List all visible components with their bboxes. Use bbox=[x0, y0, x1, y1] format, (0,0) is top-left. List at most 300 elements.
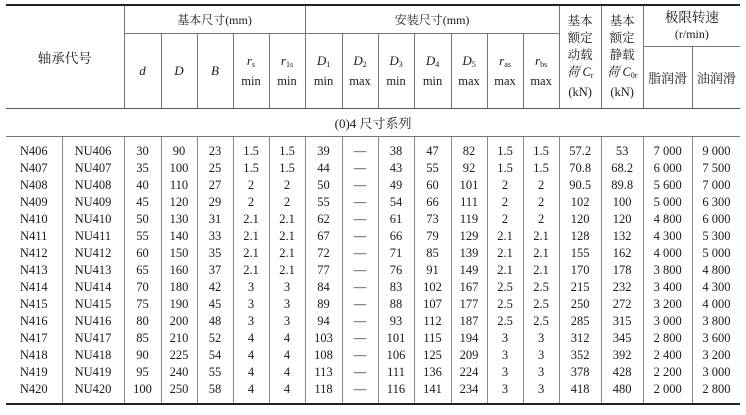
table-cell: — bbox=[342, 228, 378, 245]
table-cell: 116 bbox=[378, 381, 414, 404]
table-cell: N410 bbox=[6, 211, 62, 228]
table-cell: 250 bbox=[161, 381, 197, 404]
table-cell: — bbox=[342, 245, 378, 262]
table-cell: 76 bbox=[378, 262, 414, 279]
table-cell: 4 bbox=[269, 381, 305, 404]
dynamic-load-header bbox=[559, 5, 601, 109]
table-cell: 4 bbox=[233, 330, 269, 347]
table-cell: 80 bbox=[124, 313, 161, 330]
table-cell: NU414 bbox=[62, 279, 124, 296]
table-cell: 50 bbox=[305, 177, 342, 194]
table-cell: 44 bbox=[305, 160, 342, 177]
table-cell: 125 bbox=[414, 347, 451, 364]
table-cell: 120 bbox=[161, 194, 197, 211]
col-lim: max bbox=[530, 74, 552, 88]
table-cell: N412 bbox=[6, 245, 62, 262]
table-cell: 3 bbox=[487, 347, 523, 364]
table-cell: 2 bbox=[233, 194, 269, 211]
table-cell: 71 bbox=[378, 245, 414, 262]
table-cell: 90 bbox=[161, 137, 197, 161]
table-cell: 3 400 bbox=[643, 279, 692, 296]
table-cell: 70 bbox=[124, 279, 161, 296]
table-cell: 2 bbox=[523, 194, 559, 211]
oil-label: 油润滑 bbox=[696, 71, 736, 86]
col-sym: D bbox=[425, 53, 436, 68]
table-cell: 225 bbox=[161, 347, 197, 364]
table-cell: 100 bbox=[161, 160, 197, 177]
table-cell: 345 bbox=[601, 330, 643, 347]
table-cell: 2.1 bbox=[487, 245, 523, 262]
table-row bbox=[6, 364, 740, 381]
table-cell: 47 bbox=[414, 137, 451, 161]
table-cell: 2.1 bbox=[233, 228, 269, 245]
col-header-D1 bbox=[305, 34, 342, 109]
table-cell: 3 bbox=[523, 364, 559, 381]
col-header-D3 bbox=[378, 34, 414, 109]
table-cell: 190 bbox=[161, 296, 197, 313]
col-sub: as bbox=[504, 60, 511, 69]
table-cell: 2.1 bbox=[523, 228, 559, 245]
table-cell: 1.5 bbox=[523, 160, 559, 177]
dyn-line-5: (kN) bbox=[568, 85, 592, 99]
table-header bbox=[6, 5, 740, 109]
table-cell: 7 000 bbox=[692, 177, 740, 194]
table-cell: 65 bbox=[124, 262, 161, 279]
table-cell: 60 bbox=[124, 245, 161, 262]
col-sym: D bbox=[174, 63, 184, 78]
table-cell: 55 bbox=[305, 194, 342, 211]
table-cell: 25 bbox=[197, 160, 233, 177]
table-cell: 170 bbox=[559, 262, 601, 279]
stat-sub: 0r bbox=[630, 71, 638, 80]
table-row bbox=[6, 262, 740, 279]
table-cell: 100 bbox=[601, 194, 643, 211]
table-cell: 31 bbox=[197, 211, 233, 228]
table-cell: 3 bbox=[269, 313, 305, 330]
col-header-rs bbox=[233, 34, 269, 109]
table-cell: 72 bbox=[305, 245, 342, 262]
table-cell: N413 bbox=[6, 262, 62, 279]
table-cell: 234 bbox=[451, 381, 487, 404]
table-cell: 129 bbox=[451, 228, 487, 245]
col-sym: D bbox=[462, 53, 472, 68]
table-cell: 112 bbox=[414, 313, 451, 330]
table-cell: 3 bbox=[523, 381, 559, 404]
table-cell: 45 bbox=[197, 296, 233, 313]
table-cell: N415 bbox=[6, 296, 62, 313]
col-header-ras bbox=[487, 34, 523, 109]
table-cell: 111 bbox=[378, 364, 414, 381]
table-cell: 209 bbox=[451, 347, 487, 364]
table-row bbox=[6, 211, 740, 228]
table-row bbox=[6, 296, 740, 313]
table-cell: 115 bbox=[414, 330, 451, 347]
table-cell: 27 bbox=[197, 177, 233, 194]
table-cell: 3 bbox=[487, 330, 523, 347]
table-cell: 1.5 bbox=[523, 137, 559, 161]
table-cell: 2 800 bbox=[692, 381, 740, 404]
stat-line-4 bbox=[602, 64, 643, 84]
table-cell: 45 bbox=[124, 194, 161, 211]
table-cell: 39 bbox=[305, 137, 342, 161]
table-cell: 3 bbox=[269, 296, 305, 313]
table-cell: 106 bbox=[378, 347, 414, 364]
table-cell: 29 bbox=[197, 194, 233, 211]
col-sub: s bbox=[251, 60, 256, 69]
table-cell: — bbox=[342, 279, 378, 296]
table-cell: 23 bbox=[197, 137, 233, 161]
col-sym: r bbox=[499, 53, 505, 68]
col-sub: 4 bbox=[435, 60, 440, 69]
table-cell: 35 bbox=[197, 245, 233, 262]
table-cell: 232 bbox=[601, 279, 643, 296]
table-cell: 73 bbox=[414, 211, 451, 228]
table-cell: 2 400 bbox=[643, 347, 692, 364]
table-cell: 33 bbox=[197, 228, 233, 245]
table-cell: 3 bbox=[523, 330, 559, 347]
col-sub: 1s bbox=[285, 60, 294, 69]
table-cell: 2.1 bbox=[487, 262, 523, 279]
table-cell: 418 bbox=[559, 381, 601, 404]
table-row bbox=[6, 228, 740, 245]
table-cell: 118 bbox=[305, 381, 342, 404]
table-row bbox=[6, 313, 740, 330]
table-cell: 272 bbox=[601, 296, 643, 313]
table-cell: 2 800 bbox=[643, 330, 692, 347]
table-cell: 139 bbox=[451, 245, 487, 262]
table-cell: 3 800 bbox=[643, 262, 692, 279]
table-cell: 2 bbox=[523, 211, 559, 228]
table-cell: 90.5 bbox=[559, 177, 601, 194]
table-cell: 68.2 bbox=[601, 160, 643, 177]
table-cell: 4 bbox=[269, 347, 305, 364]
table-row bbox=[6, 160, 740, 177]
table-cell: 3 bbox=[487, 381, 523, 404]
col-lim: max bbox=[458, 74, 480, 88]
col-sub: 3 bbox=[398, 60, 403, 69]
table-cell: 85 bbox=[124, 330, 161, 347]
table-cell: 140 bbox=[161, 228, 197, 245]
table-cell: 3 000 bbox=[692, 364, 740, 381]
table-cell: 178 bbox=[601, 262, 643, 279]
table-cell: NU415 bbox=[62, 296, 124, 313]
table-cell: 48 bbox=[197, 313, 233, 330]
table-cell: 101 bbox=[451, 177, 487, 194]
table-cell: 130 bbox=[161, 211, 197, 228]
table-cell: 100 bbox=[124, 381, 161, 404]
bearing-code-label: 轴承代号 bbox=[37, 51, 92, 66]
table-cell: 1.5 bbox=[233, 160, 269, 177]
table-cell: 4 bbox=[233, 364, 269, 381]
table-cell: N414 bbox=[6, 279, 62, 296]
table-cell: 4 bbox=[269, 330, 305, 347]
table-cell: 55 bbox=[124, 228, 161, 245]
table-cell: 2.5 bbox=[523, 279, 559, 296]
table-cell: 155 bbox=[559, 245, 601, 262]
table-cell: 352 bbox=[559, 347, 601, 364]
table-cell: 2 bbox=[233, 177, 269, 194]
table-cell: 49 bbox=[378, 177, 414, 194]
col-header-D bbox=[161, 34, 197, 109]
table-cell: 2 bbox=[269, 194, 305, 211]
table-cell: 2.1 bbox=[269, 262, 305, 279]
table-cell: 3 800 bbox=[692, 313, 740, 330]
table-cell: 5 300 bbox=[692, 228, 740, 245]
table-cell: 132 bbox=[601, 228, 643, 245]
table-cell: 315 bbox=[601, 313, 643, 330]
table-cell: 4 bbox=[233, 347, 269, 364]
table-cell: 2 bbox=[487, 177, 523, 194]
table-cell: 1.5 bbox=[269, 160, 305, 177]
table-cell: 54 bbox=[378, 194, 414, 211]
table-cell: 42 bbox=[197, 279, 233, 296]
table-cell: 4 800 bbox=[643, 211, 692, 228]
table-cell: 1.5 bbox=[233, 137, 269, 161]
table-cell: 83 bbox=[378, 279, 414, 296]
table-cell: NU411 bbox=[62, 228, 124, 245]
table-cell: NU417 bbox=[62, 330, 124, 347]
table-cell: 62 bbox=[305, 211, 342, 228]
table-cell: 3 000 bbox=[643, 313, 692, 330]
table-cell: 7 500 bbox=[692, 160, 740, 177]
table-cell: N416 bbox=[6, 313, 62, 330]
table-cell: 4 800 bbox=[692, 262, 740, 279]
dyn-line-1: 基本 bbox=[567, 14, 593, 28]
table-row bbox=[6, 245, 740, 262]
table-cell: 55 bbox=[197, 364, 233, 381]
dyn-sub: r bbox=[590, 71, 594, 80]
table-cell: 180 bbox=[161, 279, 197, 296]
col-sym: D bbox=[389, 53, 399, 68]
table-cell: 91 bbox=[414, 262, 451, 279]
table-cell: 5 600 bbox=[643, 177, 692, 194]
table-cell: 2.1 bbox=[269, 211, 305, 228]
table-cell: 84 bbox=[305, 279, 342, 296]
table-cell: 89 bbox=[305, 296, 342, 313]
table-row bbox=[6, 330, 740, 347]
col-lim: min bbox=[277, 74, 297, 88]
install-dims-label: 安装尺寸(mm) bbox=[394, 13, 470, 27]
table-cell: 141 bbox=[414, 381, 451, 404]
table-cell: 2.5 bbox=[523, 313, 559, 330]
table-cell: 3 bbox=[523, 347, 559, 364]
stat-line-2: 额定 bbox=[609, 31, 635, 45]
table-cell: 2 bbox=[487, 194, 523, 211]
col-sym: r bbox=[535, 53, 541, 68]
table-cell: 428 bbox=[601, 364, 643, 381]
table-cell: 2.5 bbox=[523, 296, 559, 313]
install-dims-header bbox=[305, 5, 559, 34]
table-cell: 378 bbox=[559, 364, 601, 381]
table-row bbox=[6, 137, 740, 161]
col-lim: min bbox=[386, 74, 406, 88]
stat-line-5: (kN) bbox=[610, 85, 634, 99]
table-cell: — bbox=[342, 262, 378, 279]
table-cell: 4 bbox=[233, 381, 269, 404]
basic-dims-label: 基本尺寸(mm) bbox=[177, 13, 252, 27]
table-cell: — bbox=[342, 296, 378, 313]
table-cell: 177 bbox=[451, 296, 487, 313]
table-cell: 9 000 bbox=[692, 137, 740, 161]
table-cell: NU408 bbox=[62, 177, 124, 194]
table-cell: 215 bbox=[559, 279, 601, 296]
table-cell: — bbox=[342, 211, 378, 228]
table-row bbox=[6, 279, 740, 296]
table-cell: 2.1 bbox=[269, 245, 305, 262]
table-cell: 67 bbox=[305, 228, 342, 245]
grease-header bbox=[643, 47, 692, 109]
table-cell: 120 bbox=[559, 211, 601, 228]
table-cell: 102 bbox=[414, 279, 451, 296]
table-cell: NU412 bbox=[62, 245, 124, 262]
table-row bbox=[6, 381, 740, 404]
col-sub: bs bbox=[540, 60, 548, 69]
table-cell: 5 000 bbox=[643, 194, 692, 211]
table-cell: 224 bbox=[451, 364, 487, 381]
table-cell: 136 bbox=[414, 364, 451, 381]
table-cell: 4 000 bbox=[692, 296, 740, 313]
table-cell: N406 bbox=[6, 137, 62, 161]
table-cell: NU419 bbox=[62, 364, 124, 381]
col-sym: D bbox=[353, 53, 363, 68]
table-cell: 4 000 bbox=[643, 245, 692, 262]
col-header-B bbox=[197, 34, 233, 109]
table-cell: 3 bbox=[233, 296, 269, 313]
table-cell: 250 bbox=[559, 296, 601, 313]
table-cell: 2.5 bbox=[487, 313, 523, 330]
table-cell: N418 bbox=[6, 347, 62, 364]
table-cell: 4 300 bbox=[643, 228, 692, 245]
table-cell: 108 bbox=[305, 347, 342, 364]
table-cell: 113 bbox=[305, 364, 342, 381]
table-cell: NU413 bbox=[62, 262, 124, 279]
table-cell: 52 bbox=[197, 330, 233, 347]
table-cell: 162 bbox=[601, 245, 643, 262]
stat-line-3: 静载 bbox=[609, 48, 635, 62]
table-row bbox=[6, 194, 740, 211]
table-cell: 82 bbox=[451, 137, 487, 161]
col-lim: max bbox=[349, 74, 371, 88]
table-cell: 240 bbox=[161, 364, 197, 381]
table-cell: N411 bbox=[6, 228, 62, 245]
table-cell: 167 bbox=[451, 279, 487, 296]
table-cell: 2.1 bbox=[523, 245, 559, 262]
table-cell: 40 bbox=[124, 177, 161, 194]
table-cell: NU418 bbox=[62, 347, 124, 364]
dyn-line-4-text: 荷 C bbox=[566, 65, 591, 79]
table-cell: — bbox=[342, 137, 378, 161]
col-sub: 2 bbox=[362, 60, 367, 69]
table-cell: 5 000 bbox=[692, 245, 740, 262]
table-cell: — bbox=[342, 347, 378, 364]
stat-line-4-text: 荷 C bbox=[606, 65, 631, 79]
col-header-rbs bbox=[523, 34, 559, 109]
table-cell: 2.1 bbox=[233, 211, 269, 228]
table-cell: 3 bbox=[233, 279, 269, 296]
table-cell: N419 bbox=[6, 364, 62, 381]
basic-dims-header bbox=[124, 5, 305, 34]
table-cell: 2 bbox=[487, 211, 523, 228]
col-sub: 5 bbox=[471, 60, 476, 69]
table-cell: NU406 bbox=[62, 137, 124, 161]
table-cell: 54 bbox=[197, 347, 233, 364]
table-cell: 103 bbox=[305, 330, 342, 347]
table-cell: NU407 bbox=[62, 160, 124, 177]
table-cell: 210 bbox=[161, 330, 197, 347]
col-header-d bbox=[124, 34, 161, 109]
table-cell: 3 200 bbox=[643, 296, 692, 313]
table-cell: 50 bbox=[124, 211, 161, 228]
section-title: (0)4 尺寸系列 bbox=[6, 109, 740, 137]
section-row bbox=[6, 109, 740, 137]
table-cell: 37 bbox=[197, 262, 233, 279]
table-cell: 3 bbox=[233, 313, 269, 330]
table-cell: 70.8 bbox=[559, 160, 601, 177]
table-cell: 61 bbox=[378, 211, 414, 228]
col-sym: d bbox=[139, 63, 146, 78]
table-cell: 57.2 bbox=[559, 137, 601, 161]
table-cell: 66 bbox=[378, 228, 414, 245]
col-lim: min bbox=[422, 74, 443, 88]
grease-label: 脂润滑 bbox=[648, 71, 688, 86]
table-cell: 3 200 bbox=[692, 347, 740, 364]
table-cell: 94 bbox=[305, 313, 342, 330]
table-cell: 30 bbox=[124, 137, 161, 161]
table-cell: 107 bbox=[414, 296, 451, 313]
table-cell: 53 bbox=[601, 137, 643, 161]
col-lim: max bbox=[494, 74, 516, 88]
table-cell: 128 bbox=[559, 228, 601, 245]
table-cell: 88 bbox=[378, 296, 414, 313]
table-cell: 2.1 bbox=[233, 245, 269, 262]
col-header-D2 bbox=[342, 34, 378, 109]
table-cell: 7 000 bbox=[643, 137, 692, 161]
table-cell: — bbox=[342, 381, 378, 404]
table-cell: 200 bbox=[161, 313, 197, 330]
table-cell: 2.1 bbox=[487, 228, 523, 245]
table-cell: 43 bbox=[378, 160, 414, 177]
col-sym: D bbox=[316, 53, 327, 68]
table-cell: 1.5 bbox=[269, 137, 305, 161]
table-cell: — bbox=[342, 194, 378, 211]
speed-unit-label: (r/min) bbox=[674, 27, 709, 41]
col-lim: min bbox=[241, 74, 261, 88]
table-cell: 2 200 bbox=[643, 364, 692, 381]
table-cell: 35 bbox=[124, 160, 161, 177]
table-cell: 85 bbox=[414, 245, 451, 262]
table-cell: 90 bbox=[124, 347, 161, 364]
table-cell: 480 bbox=[601, 381, 643, 404]
table-cell: 2.1 bbox=[233, 262, 269, 279]
table-cell: 101 bbox=[378, 330, 414, 347]
table-cell: 160 bbox=[161, 262, 197, 279]
table-cell: 92 bbox=[451, 160, 487, 177]
dyn-line-3: 动载 bbox=[567, 48, 593, 62]
table-cell: 75 bbox=[124, 296, 161, 313]
table-cell: NU416 bbox=[62, 313, 124, 330]
table-cell: 3 bbox=[487, 364, 523, 381]
table-cell: 187 bbox=[451, 313, 487, 330]
table-cell: 38 bbox=[378, 137, 414, 161]
table-cell: 149 bbox=[451, 262, 487, 279]
table-cell: 6 300 bbox=[692, 194, 740, 211]
stat-line-1: 基本 bbox=[609, 14, 635, 28]
table-cell: 6 000 bbox=[692, 211, 740, 228]
table-cell: 1.5 bbox=[487, 137, 523, 161]
table-cell: 66 bbox=[414, 194, 451, 211]
table-cell: N407 bbox=[6, 160, 62, 177]
table-cell: NU409 bbox=[62, 194, 124, 211]
